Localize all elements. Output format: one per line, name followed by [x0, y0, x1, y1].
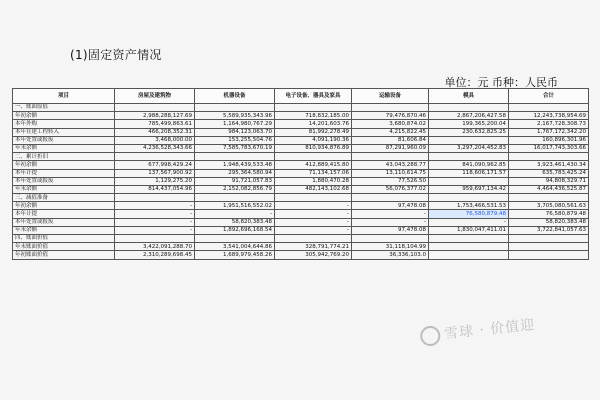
table-cell: 959,697,134.42	[429, 185, 509, 193]
table-cell: 76,580,879.48	[429, 210, 509, 218]
row-label: 年初余额	[13, 161, 115, 169]
table-section-row	[13, 104, 589, 112]
table-cell: 984,123,063.70	[195, 128, 275, 136]
table-body	[13, 104, 589, 260]
table-cell: 328,791,774.21	[275, 243, 352, 251]
table-cell	[509, 251, 589, 259]
col-header: 模具	[429, 89, 509, 104]
table-row	[13, 169, 589, 177]
table-cell: 3,297,204,452.83	[429, 144, 509, 152]
table-cell: -	[115, 210, 195, 218]
table-cell: 36,336,103.0	[352, 251, 429, 259]
currency-unit: 单位：元 币种：人民币	[444, 76, 558, 89]
table-cell: 4,091,190.36	[275, 136, 352, 144]
table-cell: 81,992,278.49	[275, 128, 352, 136]
table-cell	[115, 235, 195, 243]
row-label: 本年在建工程转入	[13, 128, 115, 136]
table-cell	[429, 194, 509, 202]
table-cell	[509, 153, 589, 161]
table-cell	[429, 243, 509, 251]
table-row	[13, 161, 589, 169]
table-cell: 118,606,171.57	[429, 169, 509, 177]
table-cell: 58,820,383.48	[509, 218, 589, 226]
table-cell: 230,632,825.25	[429, 128, 509, 136]
table-cell: 412,889,415.80	[275, 161, 352, 169]
table-cell	[195, 104, 275, 112]
row-label: 三、减值准备	[13, 194, 115, 202]
table-cell	[429, 153, 509, 161]
table-cell: 635,783,425.24	[509, 169, 589, 177]
table-cell	[275, 104, 352, 112]
table-cell: -	[275, 226, 352, 234]
table-cell: 4,215,822.45	[352, 128, 429, 136]
table-cell	[429, 136, 509, 144]
table-cell: 482,143,102.68	[275, 185, 352, 193]
table-cell: -	[275, 218, 352, 226]
table-cell	[275, 194, 352, 202]
col-header: 运输设备	[352, 89, 429, 104]
table-cell: 2,167,728,308.73	[509, 120, 589, 128]
table-cell: 43,043,288.77	[352, 161, 429, 169]
row-label: 本年计提	[13, 169, 115, 177]
col-header: 机器设备	[195, 89, 275, 104]
table-cell: 3,722,841,057.63	[509, 226, 589, 234]
table-cell: 2,867,206,427.58	[429, 112, 509, 120]
col-header: 电子设备、器具及家具	[275, 89, 352, 104]
table-cell	[509, 194, 589, 202]
row-label: 二、累计折旧	[13, 153, 115, 161]
table-row	[13, 185, 589, 193]
table-cell	[429, 251, 509, 259]
table-cell: 13,110,614.75	[352, 169, 429, 177]
table-cell	[429, 104, 509, 112]
table-cell: 3,680,874.02	[352, 120, 429, 128]
row-label: 年初账面价值	[13, 251, 115, 259]
col-header: 房屋及建筑物	[115, 89, 195, 104]
table-cell: 1,767,172,342.20	[509, 128, 589, 136]
table-cell: 79,476,870.46	[352, 112, 429, 120]
table-cell: 1,880,470.28	[275, 177, 352, 185]
row-label: 四、账面价值	[13, 235, 115, 243]
table-cell: 3,541,004,644.86	[195, 243, 275, 251]
table-cell: 94,808,329.71	[509, 177, 589, 185]
table-cell: 1,129,275.20	[115, 177, 195, 185]
table-cell	[352, 194, 429, 202]
table-cell	[429, 177, 509, 185]
table-cell: 58,820,383.48	[195, 218, 275, 226]
table-cell: 97,478.08	[352, 202, 429, 210]
section-title: (1)固定资产情况	[70, 48, 162, 62]
table-cell	[275, 153, 352, 161]
table-cell: 16,017,743,303.66	[509, 144, 589, 152]
table-cell	[195, 194, 275, 202]
table-cell: 1,951,516,552.02	[195, 202, 275, 210]
table-cell: 153,255,504.76	[195, 136, 275, 144]
row-label: 年初余额	[13, 202, 115, 210]
table-cell: 3,422,091,288.70	[115, 243, 195, 251]
table-cell: 295,364,580.94	[195, 169, 275, 177]
table-section-row	[13, 153, 589, 161]
table-cell: 1,830,047,411.01	[429, 226, 509, 234]
table-cell: 785,499,863.61	[115, 120, 195, 128]
table-cell	[275, 235, 352, 243]
row-label: 一、账面原值	[13, 104, 115, 112]
table-cell: 305,942,769.20	[275, 251, 352, 259]
table-cell: 677,998,429.24	[115, 161, 195, 169]
table-cell: -	[429, 218, 509, 226]
table-row	[13, 144, 589, 152]
table-cell: 2,310,289,698.45	[115, 251, 195, 259]
table-row	[13, 251, 589, 259]
table-row	[13, 202, 589, 210]
table-cell: -	[275, 202, 352, 210]
table-cell: 2,152,082,856.79	[195, 185, 275, 193]
row-label: 本年外购	[13, 120, 115, 128]
table-cell: 12,243,738,954.69	[509, 112, 589, 120]
row-label: 年末余额	[13, 144, 115, 152]
table-cell: 56,076,377.02	[352, 185, 429, 193]
row-label: 年初余额	[13, 112, 115, 120]
table-cell: 814,437,054.96	[115, 185, 195, 193]
row-label: 本年处置或报废	[13, 136, 115, 144]
table-cell	[429, 235, 509, 243]
table-cell: 4,464,436,525.87	[509, 185, 589, 193]
table-cell	[352, 235, 429, 243]
table-cell: 137,567,900.92	[115, 169, 195, 177]
row-label: 本年计提	[13, 210, 115, 218]
table-cell: 14,201,603.76	[275, 120, 352, 128]
table-cell: -	[115, 226, 195, 234]
row-label: 本年处置或报废	[13, 218, 115, 226]
table-cell: 7,585,783,670.19	[195, 144, 275, 152]
table-cell: -	[195, 210, 275, 218]
row-label: 年末余额	[13, 226, 115, 234]
col-header: 项目	[13, 89, 115, 104]
table-cell: 97,478.08	[352, 226, 429, 234]
watermark-text: 雪球 · 价值迎	[443, 317, 536, 343]
table-cell: 1,948,439,533.48	[195, 161, 275, 169]
table-row	[13, 243, 589, 251]
table-cell	[195, 153, 275, 161]
table-cell: -	[115, 202, 195, 210]
table-row	[13, 112, 589, 120]
table-cell: 91,721,057.83	[195, 177, 275, 185]
table-row	[13, 136, 589, 144]
table-cell: 841,090,962.85	[429, 161, 509, 169]
table-cell: 3,923,461,430.34	[509, 161, 589, 169]
table-row	[13, 226, 589, 234]
table-section-row	[13, 235, 589, 243]
table-cell	[115, 194, 195, 202]
table-cell: 1,892,696,168.54	[195, 226, 275, 234]
table-cell: -	[352, 218, 429, 226]
table-section-row	[13, 194, 589, 202]
table-cell: 3,468,000.00	[115, 136, 195, 144]
table-cell	[115, 104, 195, 112]
table-row	[13, 177, 589, 185]
table-cell: 1,164,980,767.29	[195, 120, 275, 128]
table-cell	[115, 153, 195, 161]
table-cell: -	[275, 210, 352, 218]
table-cell	[509, 243, 589, 251]
table-row	[13, 120, 589, 128]
row-label: 年末余额	[13, 185, 115, 193]
table-cell: -	[352, 210, 429, 218]
table-header-row	[13, 89, 589, 104]
table-cell: 199,365,200.04	[429, 120, 509, 128]
table-row	[13, 218, 589, 226]
table-cell	[352, 104, 429, 112]
table-cell: 4,236,528,343.66	[115, 144, 195, 152]
table-cell	[352, 153, 429, 161]
table-cell: 87,291,960.09	[352, 144, 429, 152]
table-cell: 2,988,288,127.69	[115, 112, 195, 120]
row-label: 本年处置或报废	[13, 177, 115, 185]
table-cell: 3,705,080,561.63	[509, 202, 589, 210]
watermark	[419, 314, 536, 347]
col-header: 合计	[509, 89, 589, 104]
table-cell: 1,689,979,458.26	[195, 251, 275, 259]
table-cell: -	[115, 218, 195, 226]
table-cell	[195, 235, 275, 243]
snowball-logo-icon	[419, 325, 441, 347]
table-cell	[509, 235, 589, 243]
table-row	[13, 128, 589, 136]
table-cell: 31,118,104.99	[352, 243, 429, 251]
table-cell: 71,134,157.06	[275, 169, 352, 177]
table-cell: 718,832,185.00	[275, 112, 352, 120]
row-label: 年末账面价值	[13, 243, 115, 251]
fixed-assets-table	[12, 88, 589, 260]
table-row	[13, 210, 589, 218]
table-cell	[509, 104, 589, 112]
table-cell: 77,526.50	[352, 177, 429, 185]
table-cell: 76,580,879.48	[509, 210, 589, 218]
table-cell: 81,606.84	[352, 136, 429, 144]
table-cell: 160,896,301.96	[509, 136, 589, 144]
table-cell: 810,934,876.89	[275, 144, 352, 152]
table-cell: 466,208,352.31	[115, 128, 195, 136]
table-cell: 1,753,466,531.53	[429, 202, 509, 210]
table-cell: 5,589,935,343.96	[195, 112, 275, 120]
